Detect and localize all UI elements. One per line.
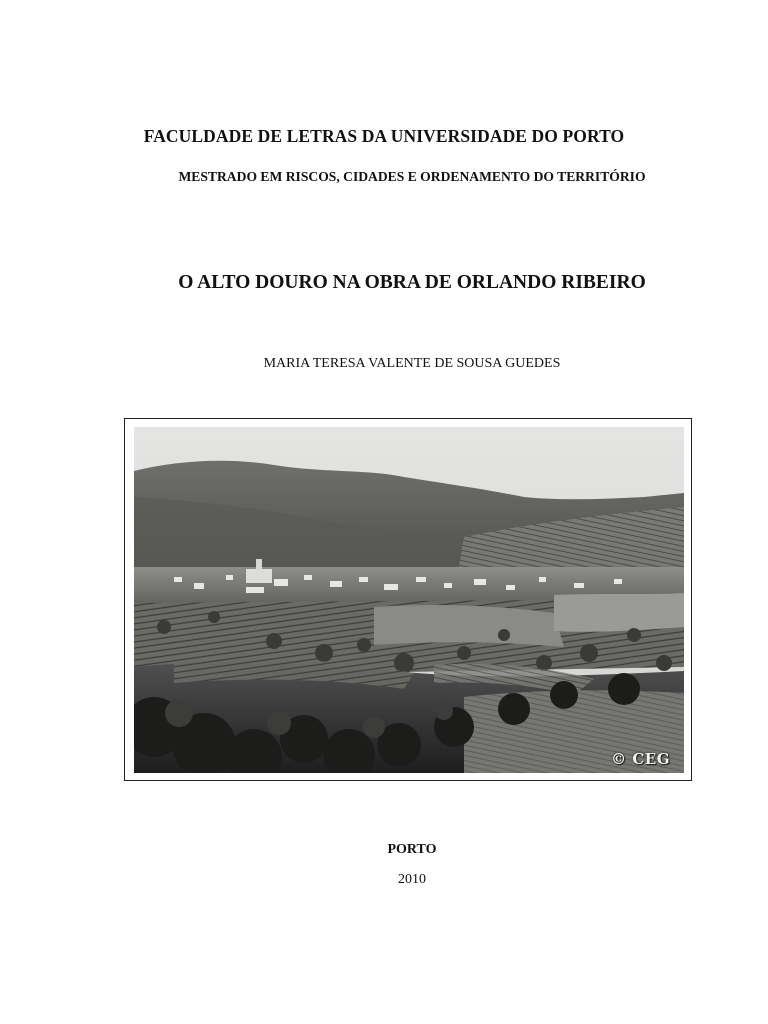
document-title: O ALTO DOURO NA OBRA DE ORLANDO RIBEIRO [178, 272, 646, 293]
landscape-photo [134, 427, 684, 773]
publication-place: PORTO [387, 842, 437, 857]
photo-credit-watermark: © CEG [611, 750, 670, 768]
douro-valley-illustration [134, 427, 684, 773]
cover-photo-frame [124, 418, 692, 781]
program-heading: MESTRADO EM RISCOS, CIDADES E ORDENAMENTO DO TERRITÓRIO [178, 169, 646, 184]
author-name: MARIA TERESA VALENTE DE SOUSA GUEDES [263, 356, 561, 371]
institution-heading: FACULDADE DE LETRAS DA UNIVERSIDADE DO PORTO [143, 126, 625, 146]
publication-year: 2010 [398, 872, 426, 887]
